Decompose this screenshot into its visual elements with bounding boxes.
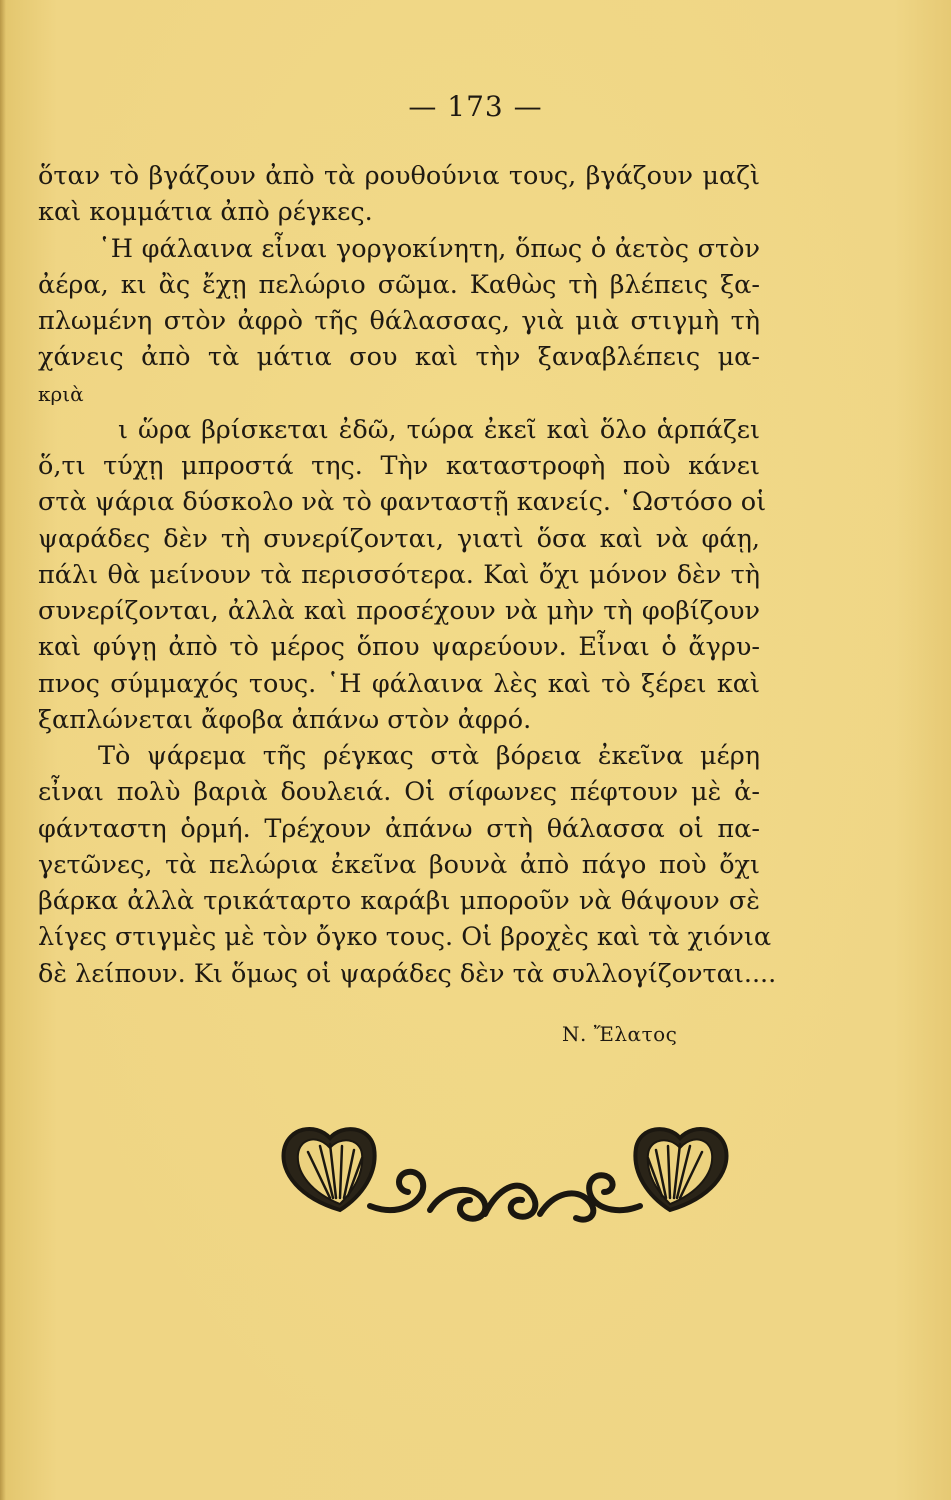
author-signature: Ν. Ἔλατος: [562, 1022, 678, 1046]
text-line: χάνεις ἀπὸ τὰ μάτια σου καὶ τὴν ξαναβλέπεις μα-: [38, 342, 760, 373]
text-line: φάνταστη ὁρμή. Τρέχουν ἀπάνω στὴ θάλασσα οἱ πα-: [38, 813, 760, 844]
text-line: γετῶνες, τὰ πελώρια ἐκεῖνα βουνὰ ἀπὸ πάγο ποὺ ὄχι: [38, 849, 760, 880]
art-nouveau-scroll-ornament-icon: [270, 1118, 740, 1228]
text-line: στὰ ψάρια δύσκολο νὰ τὸ φανταστῇ κανείς. ῾Ωστόσο οἱ: [38, 487, 767, 518]
text-line: ὅ,τι τύχῃ μπροστά της. Τὴν καταστροφὴ ποὺ κάνει: [38, 451, 760, 481]
text-line: δὲ λείπουν. Κι ὅμως οἱ ψαράδες δὲν τὰ συλλογίζονται....: [38, 958, 777, 989]
text-line: συνερίζονται, ἀλλὰ καὶ προσέχουν νὰ μὴν τὴ φοβίζουν: [38, 596, 760, 626]
text-line: καὶ κομμάτια ἀπὸ ρέγκες.: [38, 197, 373, 228]
page-spine-shadow: [0, 0, 6, 1500]
text-line: καὶ φύγῃ ἀπὸ τὸ μέρος ὅπου ψαρεύουν. Εἶναι ὁ ἄγρυ-: [38, 632, 760, 663]
text-line: πλωμένη στὸν ἀφρὸ τῆς θάλασσας, γιὰ μιὰ στιγμὴ τὴ: [38, 306, 760, 336]
text-line: ι ὥρα βρίσκεται ἐδῶ, τώρα ἐκεῖ καὶ ὅλο ἁρπάζει: [118, 414, 760, 445]
text-line: ξαπλώνεται ἄφοβα ἀπάνω στὸν ἀφρό.: [38, 704, 532, 735]
text-line: πάλι θὰ μείνουν τὰ περισσότερα. Καὶ ὄχι μόνον δὲν τὴ: [38, 559, 760, 590]
text-line: ψαράδες δὲν τὴ συνερίζονται, γιατὶ ὅσα καὶ νὰ φάῃ,: [38, 523, 760, 554]
text-line: πνος σύμμαχός τους. ῾Η φάλαινα λὲς καὶ τὸ ξέρει καὶ: [38, 668, 760, 699]
text-line: κριὰ: [38, 381, 84, 406]
text-line: βάρκα ἀλλὰ τρικάταρτο καράβι μποροῦν νὰ θάψουν σὲ: [38, 886, 760, 916]
text-line: Τὸ ψάρεμα τῆς ρέγκας στὰ βόρεια ἐκεῖνα μέρη: [98, 741, 760, 771]
body-text: [38, 158, 777, 992]
text-line: ὅταν τὸ βγάζουν ἀπὸ τὰ ρουθούνια τους, βγάζουν μαζὶ: [38, 161, 760, 191]
text-line: λίγες στιγμὲς μὲ τὸν ὄγκο τους. Οἱ βροχὲς καὶ τὰ χιόνια: [38, 922, 772, 953]
text-line: ῾Η φάλαινα εἶναι γοργοκίνητη, ὅπως ὁ ἀετὸς στὸν: [98, 233, 760, 264]
page-number: — 173 —: [408, 90, 543, 123]
text-line: ἀέρα, κι ἂς ἔχῃ πελώριο σῶμα. Καθὼς τὴ βλέπεις ξα-: [38, 269, 760, 300]
text-line: εἶναι πολὺ βαριὰ δουλειά. Οἱ σίφωνες πέφτουν μὲ ἀ-: [38, 777, 760, 808]
